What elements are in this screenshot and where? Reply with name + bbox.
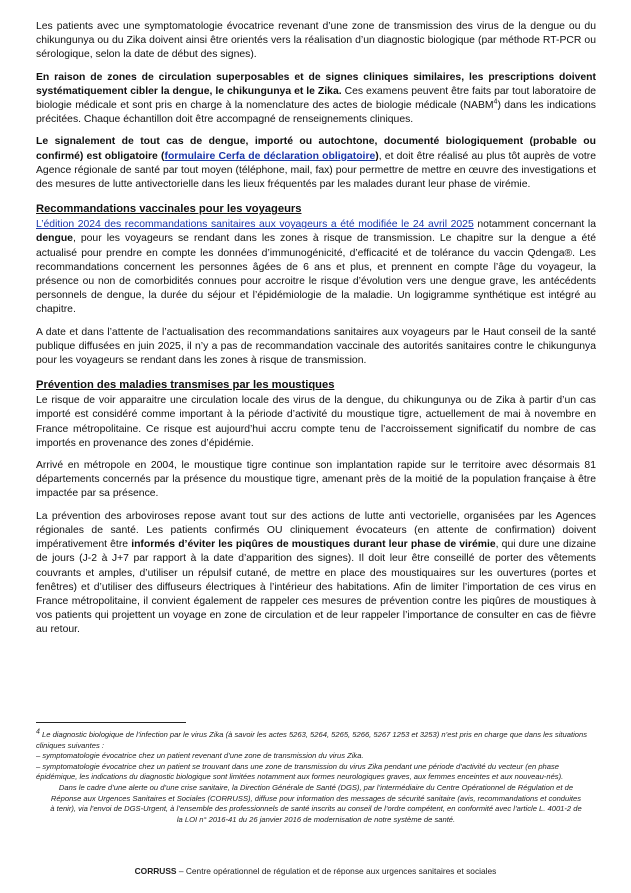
footer-bold: CORRUSS (134, 866, 177, 876)
dengue-bold: dengue (36, 233, 73, 245)
footnote-item-2: – symptomatologie évocatrice chez un patient se trouvant dans une zone de transmission du virus Zika pendant une période d’activité du vecteur (en phase épidémique, les indications du diagnostic biologique sont limitées notamment aux formes neurologiques graves, aux femmes enceintes et aux nouveau-nés). (36, 761, 564, 782)
prescriptions-text-end: ) dans les indications précitées. Chaque échantillon doit être accompagné de renseignements cliniques. (36, 100, 596, 126)
vaccination-text-end: , pour les voyageurs se rendant dans les zones à risque de transmission. Le chapitre sur la dengue a été actualisé pour prendre en compte les données d’immunogénicité, d’efficacité et de tolérance du vaccin Qdenga®. Les recommandations concernent les personnes âgées de 6 ans et plus, et prennent en compte l’âge du voyageur, la présence ou non de comorbidités connues pour accroitre le risque d’évolution vers une dengue grave, les antécédents personnels de dengue, la durée du séjour et l’épidémiologie de la maladie. Un logigramme synthétique est intégré au chapitre. (36, 233, 596, 316)
heading-vaccination: Recommandations vaccinales pour les voyageurs (36, 203, 302, 216)
prescriptions-text: Ces examens peuvent être faits par tout laboratoire de biologie médicale et sont pris en charge à la nomenclature des actes de biologie médicale (NABM (36, 85, 597, 112)
paragraph-vaccination (36, 218, 596, 317)
paragraph-diagnostic: Les patients avec une symptomatologie évocatrice revenant d’une zone de transmission des virus de la dengue ou du chikungunya ou du Zika doivent ainsi être orientés vers la réalisation d’un diagnostic biologique (par méthode RT-PCR ou sérologique, selon la date de début des signes). (36, 21, 596, 61)
signalement-text: , et doit être réalisé au plus tôt auprès de votre Agence régionale de santé par tout moyen (téléphone, mail, fax) pour permettre de mettre en œuvre des investigations et des mesures de lutte antivectorielle dans les lieux fréquentés par les malades durant leur phase de virémie. (36, 150, 596, 191)
document-body (36, 20, 596, 646)
prevention-text-end: , qui dure une dizaine de jours (J-2 à J+7 par rapport à la date d’apparition des signes). Il doit leur être conseillé de porter des vêtements couvrants et amples, d’utiliser un répulsif cutané, de mettre en place des moustiquaires sur les ouvertures (portes et fenêtres) et d’utiliser des diffuseurs électriques à l’intérieur des habitations. Afin de limiter l’importation de ces virus en France métropolitaine, il convient également de rappeler ces mesures de prévention contre les piqûres de moustiques à vos patients qui projettent un voyage en zone de circulation et de leur rappeler l’importance de consulter en cas de fièvre au retour. (36, 539, 596, 636)
travel-recommendations-link[interactable]: L’édition 2024 des recommandations sanitaires aux voyageurs a été modifiée le 24 avril 2025 (36, 219, 474, 231)
footnote-ref[interactable]: 4 (493, 98, 498, 106)
footnote-4-text: Le diagnostic biologique de l’infection par le virus Zika (à savoir les actes 5263, 5264, 5265, 5266, 5267 1253 et 3253) n’est pris en charge que dans les situations cliniques suivantes : (36, 730, 588, 750)
footnote-divider (36, 722, 186, 723)
signalement-bold-close: ) (375, 150, 379, 162)
paragraph-risk: Le risque de voir apparaitre une circulation locale des virus de la dengue, du chikungunya ou de Zika à partir d’un cas importé est considéré comme important à la période d’activité du moustique tigre, actuellement de mai à novembre en France métropolitaine. Ce risque est aujourd’hui accru compte tenu de l’accroissement significatif du nombre de cas importés en provenance des zones d’épidémie. (36, 395, 596, 449)
dgs-notice: Dans le cadre d’une alerte ou d’une crise sanitaire, la Direction Générale de Santé (DGS), par l’intermédiaire du Centre Opérationnel de Régulation et de Réponse aux Urgences Sanitaires et Sociales (CORRUSS), diffuse pour information des messages de sécurité sanitaire (avis, recommandations et conduites à tenir), via l’envoi de DGS-Urgent, à l’ensemble des professionnels de santé inscrits au conseil de l’ordre compétent, en conformité avec l’article L. 4001-2 de la LOI n° 2016-41 du 26 janvier 2016 de modernisation de notre système de santé. (50, 782, 582, 824)
heading-prevention: Prévention des maladies transmises par les moustiques (36, 379, 335, 392)
footnotes (36, 730, 596, 825)
signalement-bold: Le signalement de tout cas de dengue, importé ou autochtone, documenté biologiquement (probable ou confirmé) est obligatoire ( (36, 136, 596, 162)
prevention-bold: informés d’éviter les piqûres de moustiques durant leur phase de virémie (131, 539, 496, 551)
footnote-item-1: – symptomatologie évocatrice chez un patient revenant d’une zone de transmission du virus Zika. (36, 751, 364, 761)
footnote-number: 4 (36, 728, 40, 736)
prescriptions-bold: En raison de zones de circulation superposables et de signes cliniques similaires, les prescriptions doivent systématiquement cibler la dengue, le chikungunya et le Zika. (36, 71, 596, 97)
paragraph-signalement (36, 135, 596, 192)
cerfa-form-link[interactable]: formulaire Cerfa de déclaration obligatoire (164, 150, 376, 162)
paragraph-tiger-mosquito: Arrivé en métropole en 2004, le moustique tigre continue son implantation rapide sur le territoire avec désormais 81 départements concernés par la présence du moustique tigre, amenant près de la moitié de la population française à être impactée par sa présence. (36, 460, 596, 500)
paragraph-prevention (36, 510, 596, 638)
paragraph-prescriptions (36, 71, 596, 128)
footnote-4 (36, 730, 596, 751)
footer-text: – Centre opérationnel de régulation et de réponse aux urgences sanitaires et sociales (176, 866, 497, 876)
prevention-text: La prévention des arboviroses repose avant tout sur des actions de lutte anti vectorielle, organisées par les Agences régionales de santé. Les patients confirmés OU cliniquement évocateurs (en attente de confirmation) doivent impérativement être (36, 510, 596, 551)
vaccination-text: notamment concernant la (473, 219, 596, 231)
page-footer (0, 866, 631, 876)
paragraph-chikungunya: A date et dans l’attente de l’actualisation des recommandations sanitaires aux voyageurs par le Haut conseil de la santé publique diffusées en juin 2025, il n’y a pas de recommandation vaccinale des autorités sanitaires contre le chikungunya pour les voyageurs se rendant dans les zones à risque de transmission. (36, 326, 596, 367)
